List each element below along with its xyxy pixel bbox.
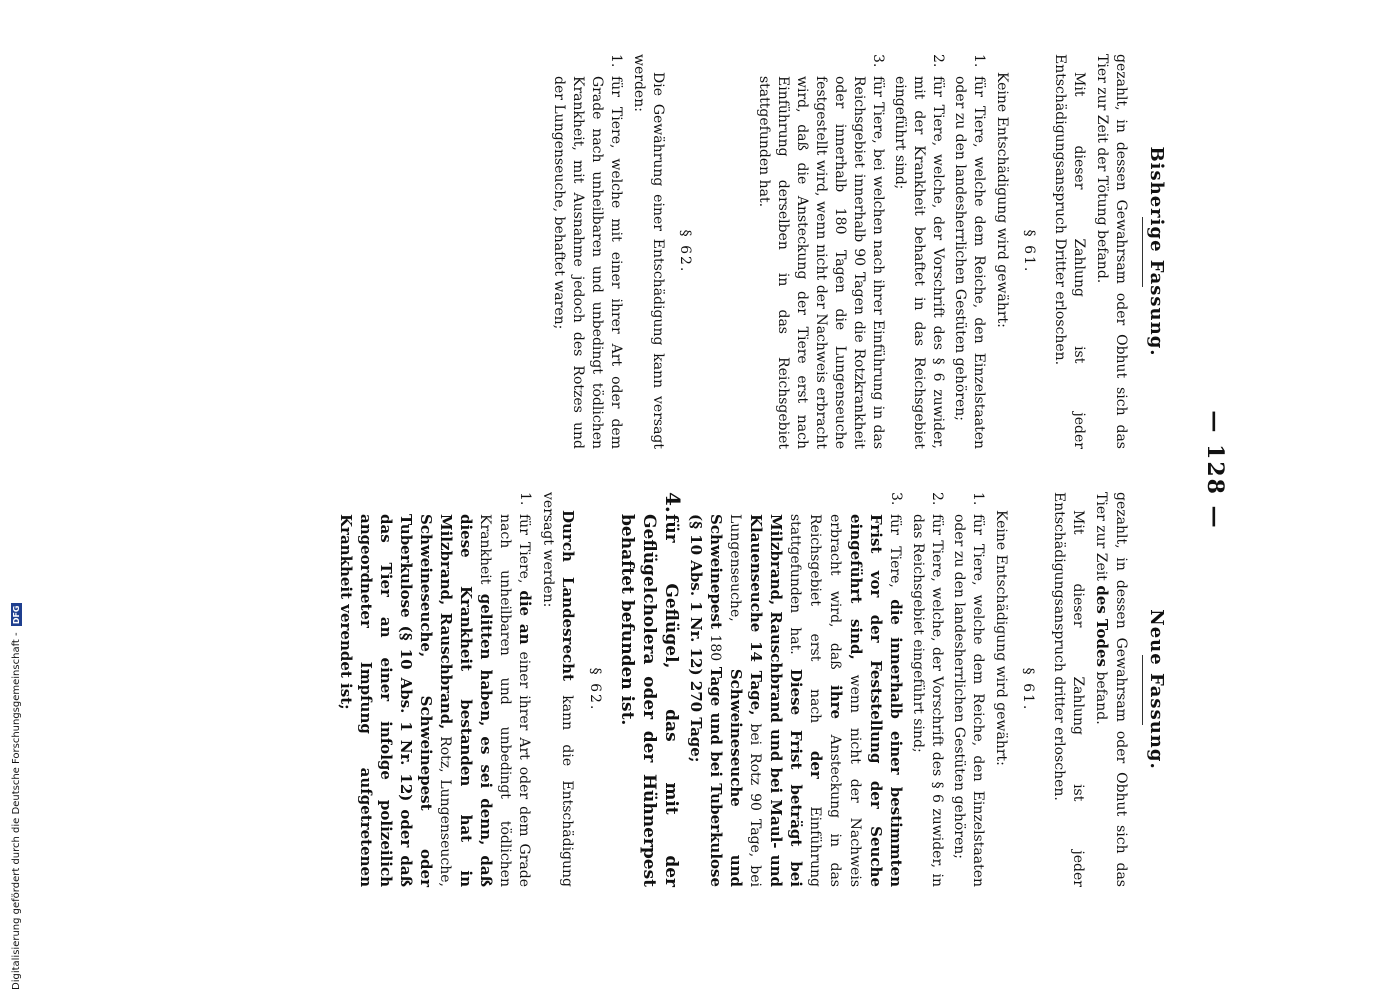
- text-run-bold: ihre: [827, 685, 845, 720]
- intro-text: gezahlt, in dessen Gewahrsam oder Obhut sich das Tier zur Zeit der Tötung befand.: [1094, 54, 1129, 449]
- text-run-bold: Schweineseuche, Schweinepest oder Tuberkulose (§ 10 Abs. 1 Nr. 12) oder daß das Tier an einer infolge polizeilich angeordneter Impfung aufgetretenen Krankheit verendet ist;: [337, 514, 435, 887]
- item-text: für Tiere, welche dem Reiche, den Einzelstaaten oder zu den landesherrlichen Gestüten gehören;: [951, 514, 986, 887]
- item-text: für Tiere, welche mit einer ihrer Art oder dem Grade nach unheilbaren und unbedingt tödlichen Krankheit, mit Ausnahme jedoch des Rotzes und der Lungenseuche, behaftet waren;: [551, 76, 624, 449]
- section-lead: [538, 492, 577, 887]
- item-text: [335, 514, 534, 887]
- item-number: 4.: [661, 492, 685, 513]
- list-item: [549, 54, 625, 449]
- section-heading-62: § 62.: [587, 667, 603, 712]
- dfg-logo: DFG: [12, 605, 21, 625]
- item-number: 1.: [970, 492, 986, 506]
- text-run-bold: des Todes: [1093, 585, 1111, 667]
- text-run: gezahlt, in dessen Gewahrsam oder Obhut sich das Tier zur Zeit: [1093, 492, 1129, 887]
- list-item: [616, 492, 685, 887]
- list-item: [685, 492, 905, 887]
- item-text: für Tiere, welche dem Reiche, den Einzelstaaten oder zu den landesherrlichen Gestüten gehören;: [952, 76, 987, 449]
- list-item: [890, 54, 947, 449]
- item-text: [685, 514, 905, 887]
- item-text: für Tiere, bei welchen nach ihrer Einführung in das Reichsgebiet innerhalb 90 Tagen die Rotzkrankheit oder innerhalb 180 Tagen die Lungenseuche festgestellt wird, wenn nicht der Nachweis erbracht wird, daß die Ansteckung der Tiere erst nach Einführung derselben in das Reichsgebiet stattgefunden hat.: [756, 76, 886, 449]
- text-run: befand.: [1093, 671, 1109, 725]
- text-run: für Tiere,: [516, 514, 532, 584]
- digitization-note-text: Digitalisierung gefördert durch die Deutsche Forschungsgemeinschaft -: [11, 632, 22, 990]
- text-run-bold: Schweineseuche und Schweinepest: [707, 514, 745, 887]
- list-item: [949, 492, 987, 887]
- item-number: 3.: [870, 54, 886, 68]
- text-run: Einführung stattgefunden hat.: [787, 514, 823, 888]
- text-run-bold: die an: [516, 590, 534, 645]
- title-divider: [1142, 655, 1143, 725]
- item-number: 3.: [888, 492, 904, 506]
- text-run-bold: der: [807, 750, 825, 779]
- text-run: wenn nicht der Nachweis erbracht wird, daß: [827, 514, 863, 887]
- item-number: 2.: [930, 54, 946, 68]
- item-number: 1.: [971, 54, 987, 68]
- column-title-previous: Bisherige Fassung.: [1146, 146, 1167, 357]
- text-run: Rotz, Lungenseuche,: [437, 736, 453, 887]
- list-item: [908, 492, 946, 887]
- text-run-bold: Durch Landesrecht: [559, 510, 577, 681]
- title-divider: [1142, 217, 1143, 287]
- intro-text-2: Mit dieser Zahlung ist jeder Entschädigungsanspruch dritter erloschen.: [1051, 492, 1086, 887]
- scanned-page: [140, 40, 1230, 900]
- section-lead: Keine Entschädigung wird gewährt:: [993, 510, 1009, 766]
- text-run: bei Rotz 90 Tage, bei Lungenseuche,: [727, 514, 763, 887]
- intro-text: [1091, 492, 1130, 887]
- page-number: — 128 —: [1202, 410, 1228, 530]
- item-number: 1.: [517, 492, 533, 506]
- column-previous-version: [546, 54, 1172, 449]
- section-lead: Die Gewährung einer Entschädigung kann versagt werden:: [631, 54, 666, 449]
- list-item: [950, 54, 988, 449]
- text-run: einer ihrer Art oder dem Grade nach unheilbaren und unbedingt tödlichen Krankheit: [477, 514, 532, 888]
- page-content: [140, 40, 1230, 900]
- text-run: für Tiere,: [887, 514, 903, 588]
- text-run-bold: Tage und bei Tuberkulose (§ 10 Abs. 1 Nr. 12) 270 Tage;: [687, 514, 725, 888]
- text-run: Ansteckung in das Reichsgebiet erst nach: [807, 514, 843, 887]
- item-text: für Tiere, welche, der Vorschrift des § 6 zuwider, mit der Krankheit behaftet in das Reichsgebiet eingeführt sind;: [892, 76, 946, 449]
- text-run-bold: Diese Frist beträgt bei Milzbrand, Rauschbrand und bei Maul- und Klauenseuche 14 Tage,: [747, 514, 805, 887]
- text-run: kann die Entschädigung versagt werden:: [540, 492, 575, 888]
- item-number: 1.: [608, 54, 624, 68]
- item-number: 2.: [929, 492, 945, 506]
- text-run: 180: [707, 634, 723, 662]
- section-heading-61: § 61.: [1021, 229, 1037, 274]
- list-item: [754, 54, 887, 449]
- column-title-new: Neue Fassung.: [1146, 609, 1167, 770]
- section-lead: Keine Entschädigung wird gewährt:: [994, 72, 1010, 328]
- item-text: für Geflügel, das mit der Geflügelcholera oder der Hühnerpest behaftet befunden ist.: [617, 514, 681, 887]
- item-text: für Tiere, welche, der Vorschrift des § 6 zuwider, in das Reichsgebiet eingeführt sind;: [910, 514, 945, 887]
- section-heading-62: § 62.: [677, 229, 693, 274]
- section-heading-61: § 61.: [1020, 667, 1036, 712]
- text-run-bold: die innerhalb einer bestimmten Frist vor der Feststellung der Seuche eingeführt sind,: [847, 514, 905, 887]
- column-new-version: [332, 492, 1172, 887]
- page-header: [1172, 40, 1230, 900]
- intro-text-2: Mit dieser Zahlung ist jeder Entschädigungsanspruch Dritter erloschen.: [1052, 54, 1087, 449]
- list-item: [335, 492, 534, 887]
- digitization-note: [0, 0, 22, 1000]
- text-run-bold: gelitten haben, es sei denn, daß diese Krankheit bestanden hat in Milzbrand, Rauschbrand,: [437, 514, 495, 887]
